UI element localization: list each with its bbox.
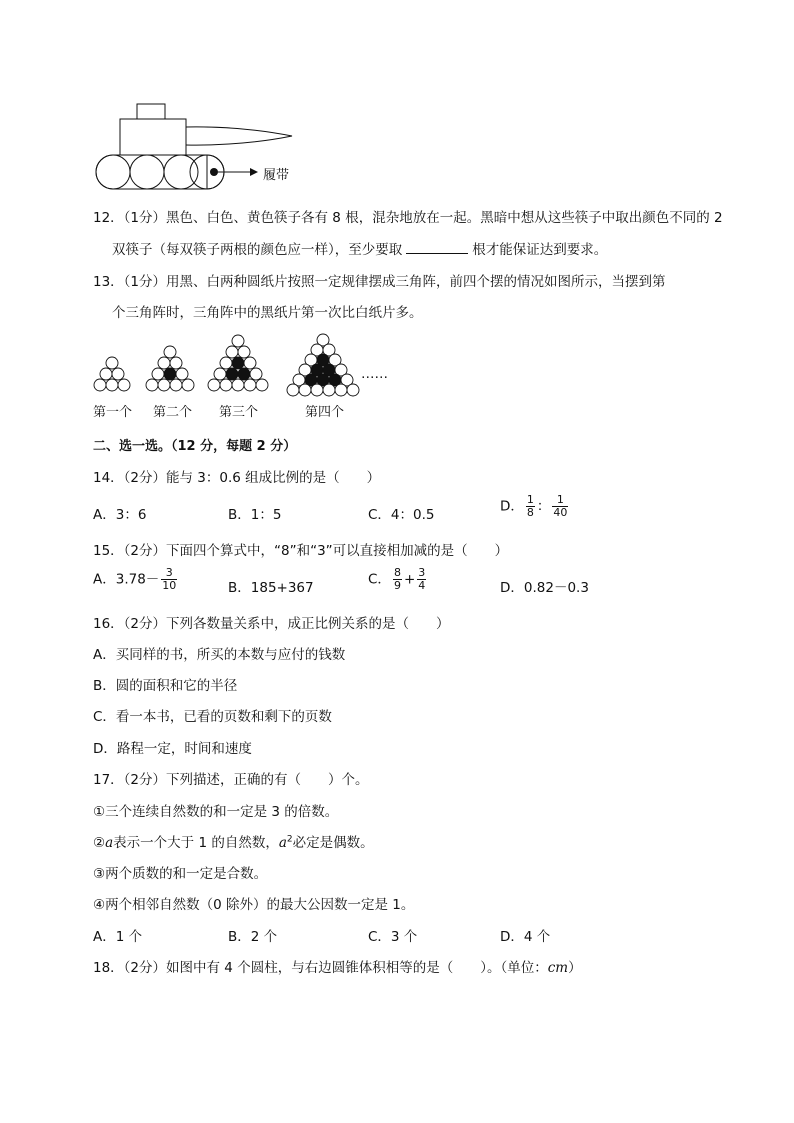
figure-label-4: 第四个 bbox=[305, 405, 345, 420]
unit: cm bbox=[547, 960, 569, 976]
q14-d-prefix: D． bbox=[500, 498, 524, 515]
q16-option-c[interactable]: C．看一本书，已看的页数和剩下的页数 bbox=[93, 709, 332, 725]
q12-line1: 12．（1分）黑色、白色、黄色筷子各有 8 根，混杂地放在一起。黑暗中想从这些筷子中取出颜色不同的 2 bbox=[93, 210, 723, 226]
q17-statement-2: ②a表示一个大于 1 的自然数，$a^2$必定是偶数。 bbox=[93, 834, 374, 851]
triangle-4 bbox=[287, 334, 359, 396]
q14-option-d[interactable] bbox=[500, 494, 570, 519]
triangle-2 bbox=[146, 346, 194, 391]
figure-label-2: 第二个 bbox=[153, 405, 193, 420]
triangle-3 bbox=[208, 335, 268, 391]
q13-line1: 13．（1分）用黑、白两种圆纸片按照一定规律摆成三角阵，前四个摆的情况如图所示，当摆到第 bbox=[93, 274, 666, 290]
q17-statement-3: ③两个质数的和一定是合数。 bbox=[93, 866, 268, 882]
q17-statement-4: ④两个相邻自然数（0 除外）的最大公因数一定是 1。 bbox=[93, 897, 415, 913]
q12-answer-blank[interactable] bbox=[406, 241, 468, 254]
figure-label-1: 第一个 bbox=[93, 405, 133, 420]
q12-line2-b: 根才能保证达到要求。 bbox=[472, 242, 608, 258]
q18-stem: 18．（2分）如图中有 4 个圆柱，与右边圆锥体积相等的是（ ）。（单位：cm） bbox=[93, 960, 582, 976]
q13-line2: 个三角阵时，三角阵中的黑纸片第一次比白纸片多。 bbox=[112, 305, 423, 321]
triangle-arrays-figure bbox=[92, 330, 392, 402]
tank-track bbox=[96, 155, 224, 189]
fraction: $\frac{8}{9}$ bbox=[393, 566, 401, 592]
q16-option-a[interactable]: A．买同样的书，所买的本数与应付的钱数 bbox=[93, 647, 346, 663]
q17-statement-1: ①三个连续自然数的和一定是 3 的倍数。 bbox=[93, 804, 339, 820]
q15-stem: 15．（2分）下面四个算式中，“8”和“3”可以直接相加减的是（ ） bbox=[93, 543, 509, 559]
tank-cannon bbox=[186, 127, 292, 145]
section-title: 二、选一选。（12 分，每题 2 分） bbox=[93, 439, 297, 454]
wheel bbox=[164, 155, 198, 189]
q15-option-b[interactable]: B．185+367 bbox=[228, 580, 314, 596]
q17-option-a[interactable]: A．1 个 bbox=[93, 929, 143, 945]
ratio-sign: ： bbox=[536, 498, 551, 515]
triangle-1 bbox=[94, 357, 130, 391]
q17-stem: 17．（2分）下列描述，正确的有（ ）个。 bbox=[93, 772, 369, 788]
fraction: $\frac{1}{40}$ bbox=[553, 493, 568, 519]
track-label: 履带 bbox=[263, 168, 290, 183]
fraction: $\frac{3}{4}$ bbox=[418, 566, 426, 592]
q16-stem: 16．（2分）下列各数量关系中，成正比例关系的是（ ） bbox=[93, 616, 450, 632]
q17-option-c[interactable]: C．3 个 bbox=[368, 929, 418, 945]
q15-option-c[interactable]: C． $\frac{8}{9}$ + $\frac{3}{4}$ bbox=[368, 566, 426, 592]
wheel bbox=[130, 155, 164, 189]
q14-option-b[interactable]: B．1：5 bbox=[228, 507, 282, 523]
q16-option-d[interactable]: D．路程一定，时间和速度 bbox=[93, 741, 252, 757]
q16-option-b[interactable]: B．圆的面积和它的半径 bbox=[93, 678, 238, 694]
q14-option-a[interactable]: A．3：6 bbox=[93, 507, 147, 523]
arrow-head bbox=[250, 168, 258, 176]
q17-option-d[interactable]: D．4 个 bbox=[500, 929, 551, 945]
q12-line2-a: 双筷子（每双筷子两根的颜色应一样），至少要取 bbox=[112, 242, 403, 258]
fraction: $\frac{3}{10}$ bbox=[162, 566, 177, 592]
q15-option-a[interactable]: A．3.78－ $\frac{3}{10}$ bbox=[93, 566, 177, 592]
q12-line2 bbox=[112, 238, 607, 258]
q17-option-b[interactable]: B．2 个 bbox=[228, 929, 278, 945]
tank-hatch bbox=[137, 104, 165, 119]
q15-option-d[interactable]: D．0.82－0.3 bbox=[500, 580, 589, 596]
track-marker-dot bbox=[210, 168, 218, 176]
wheel bbox=[96, 155, 130, 189]
figure-ellipsis: …… bbox=[361, 366, 388, 382]
q14-stem: 14．（2分）能与 3：0.6 组成比例的是（ ） bbox=[93, 470, 381, 486]
q14-option-c[interactable]: C．4：0.5 bbox=[368, 507, 435, 523]
figure-label-3: 第三个 bbox=[219, 405, 259, 420]
tank-body bbox=[120, 119, 186, 155]
fraction: $\frac{1}{8}$ bbox=[526, 493, 534, 519]
